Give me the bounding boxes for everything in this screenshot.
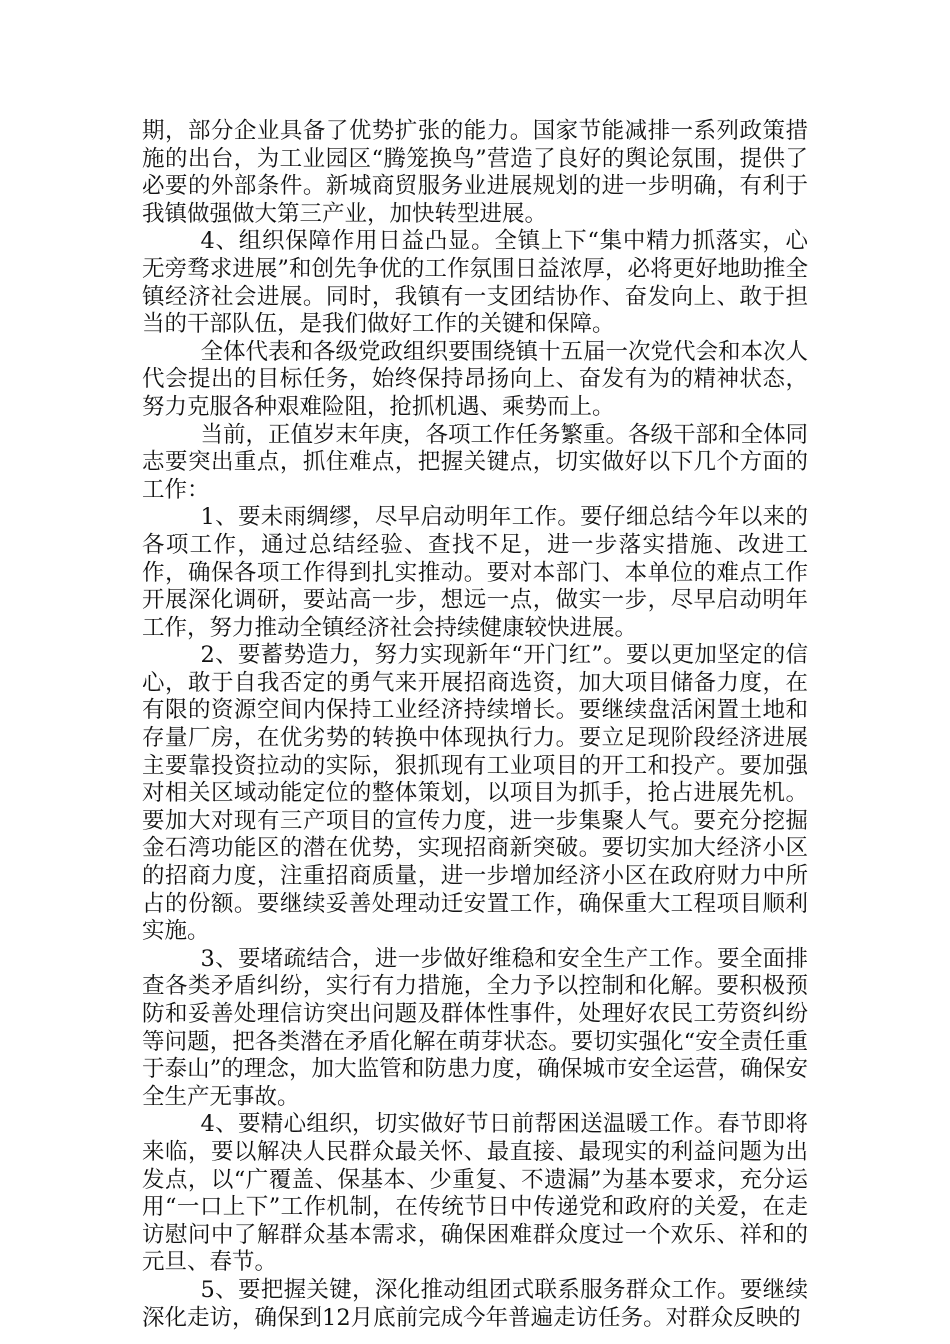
paragraph-organizational-guarantee: 4、组织保障作用日益凸显。全镇上下“集中精力抓落实，心无旁骛求进展”和创先争优的工作氛围日益浓厚，必将更好地助推全镇经济社会进展。同时，我镇有一支团结协作、奋发向上、敢于担当的干部队伍，是我们做好工作的关键和保障。 xyxy=(142,228,808,338)
paragraph-item-3: 3、要堵疏结合，进一步做好维稳和安全生产工作。要全面排查各类矛盾纠纷，实行有力措施，全力予以控制和化解。要积极预防和妥善处理信访突出问题及群体性事件，处理好农民工劳资纠纷等问题，把各类潜在矛盾化解在萌芽状态。要切实强化“安全责任重于泰山”的理念，加大监管和防患力度，确保城市安全运营，确保安全生产无事故。 xyxy=(142,945,808,1110)
paragraph-item-1: 1、要未雨绸缪，尽早启动明年工作。要仔细总结今年以来的各项工作，通过总结经验、查找不足，进一步落实措施、改进工作，确保各项工作得到扎实推动。要对本部门、本单位的难点工作开展深化调研，要站高一步，想远一点，做实一步，尽早启动明年工作，努力推动全镇经济社会持续健康较快进展。 xyxy=(142,504,808,641)
paragraph-item-4: 4、要精心组织，切实做好节日前帮困送温暖工作。春节即将来临，要以解决人民群众最关怀、最直接、最现实的利益问题为出发点，以“广覆盖、保基本、少重复、不遗漏”为基本要求，充分运用“一口上下”工作机制，在传统节日中传递党和政府的关爱，在走访慰问中了解群众基本需求，确保困难群众度过一个欢乐、祥和的元旦、春节。 xyxy=(142,1111,808,1276)
paragraph-current-tasks: 当前，正值岁末年庚，各项工作任务繁重。各级干部和全体同志要突出重点，抓住难点，把握关键点，切实做好以下几个方面的工作： xyxy=(142,421,809,503)
document-page xyxy=(142,0,808,1344)
paragraph-item-5: 5、要把握关键，深化推动组团式联系服务群众工作。要继续深化走访，确保到12月底前完成今年普遍走访任务。对群众反映的 xyxy=(142,1276,808,1331)
paragraph-item-2: 2、要蓄势造力，努力实现新年“开门红”。要以更加坚定的信心，敢于自我否定的勇气来开展招商选资，加大项目储备力度，在有限的资源空间内保持工业经济持续增长。要继续盘活闲置土地和存量厂房，在优劣势的转换中体现执行力。要立足现阶段经济进展主要靠投资拉动的实际，狠抓现有工业项目的开工和投产。要加强对相关区域动能定位的整体策划，以项目为抓手，抢占进展先机。要加大对现有三产项目的宣传力度，进一步集聚人气。要充分挖掘金石湾功能区的潜在优势，实现招商新突破。要切实加大经济小区的招商力度，注重招商质量，进一步增加经济小区在政府财力中所占的份额。要继续妥善处理动迁安置工作，确保重大工程项目顺利实施。 xyxy=(142,642,808,945)
paragraph-continuation: 期，部分企业具备了优势扩张的能力。国家节能减排一系列政策措施的出台，为工业园区“腾笼换鸟”营造了良好的舆论氛围，提供了必要的外部条件。新城商贸服务业进展规划的进一步明确，有利于我镇做强做大第三产业，加快转型进展。 xyxy=(142,118,808,227)
document-body xyxy=(142,0,808,1332)
paragraph-all-representatives: 全体代表和各级党政组织要围绕镇十五届一次党代会和本次人代会提出的目标任务，始终保持昂扬向上、奋发有为的精神状态，努力克服各种艰难险阻，抢抓机遇、乘势而上。 xyxy=(142,338,809,420)
